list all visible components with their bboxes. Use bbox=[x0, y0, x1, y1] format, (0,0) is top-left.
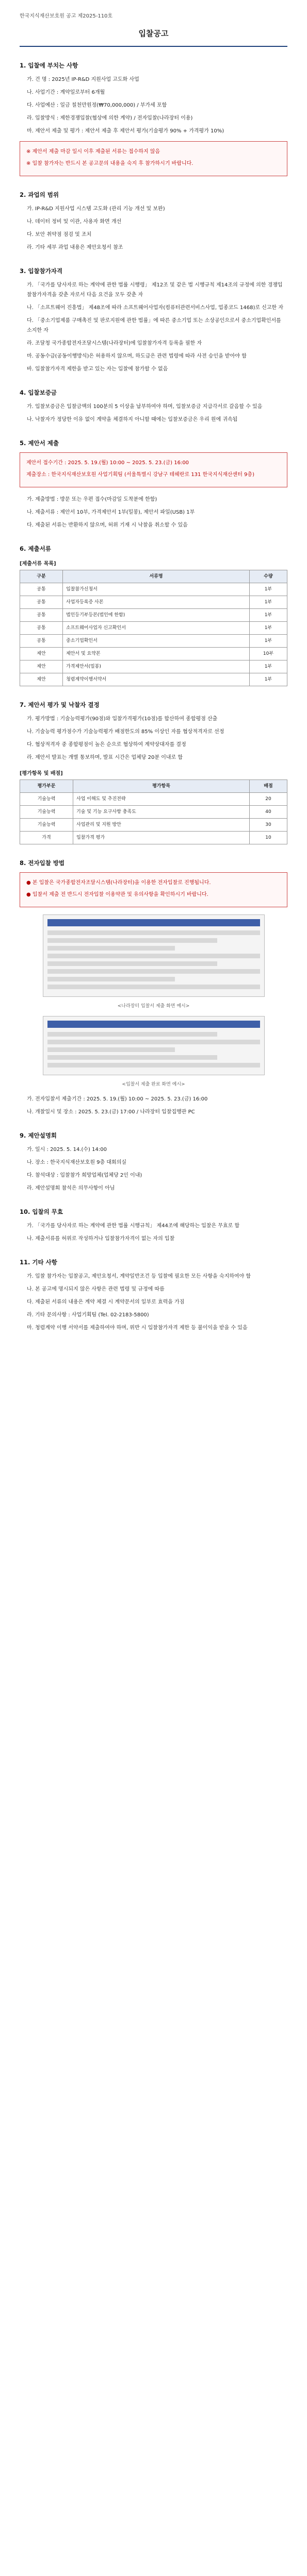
section-9 bbox=[20, 1131, 287, 1193]
table-cell: 공통 bbox=[20, 596, 63, 609]
section-8 bbox=[20, 859, 287, 1117]
table-cell: 공통 bbox=[20, 583, 63, 596]
table-cell: 10부 bbox=[250, 648, 287, 660]
screenshot-header-bar bbox=[47, 919, 260, 926]
section-line: 나. 본 공고에 명시되지 않은 사항은 관련 법령 및 규정에 따름 bbox=[27, 1286, 165, 1292]
table-row bbox=[20, 819, 287, 832]
table-cell: 사업관리 및 지원 방안 bbox=[73, 819, 250, 832]
table-cell: 기술능력 bbox=[20, 819, 73, 832]
table-header: 서류명 bbox=[63, 570, 250, 583]
section-line: 가. 평가방법 : 기술능력평가(90점)와 입찰가격평가(10점)를 합산하여 종합평점 산출 bbox=[27, 716, 218, 722]
section-line: 나. 낙찰자가 정당한 이유 없이 계약을 체결하지 아니할 때에는 입찰보증금은 우리 원에 귀속됨 bbox=[27, 417, 238, 422]
section-5 bbox=[20, 439, 287, 530]
table-cell: 입찰가격 평가 bbox=[73, 832, 250, 844]
screenshot-row bbox=[47, 954, 260, 958]
table-cell: 1부 bbox=[250, 660, 287, 673]
table-cell: 10 bbox=[250, 832, 287, 844]
notice-box bbox=[20, 141, 287, 176]
table-cell: 1부 bbox=[250, 673, 287, 686]
table-header: 구분 bbox=[20, 570, 63, 583]
section-line: 라. 제안설명회 참석은 의무사항이 아님 bbox=[27, 1185, 115, 1191]
table-cell: 청렴계약이행서약서 bbox=[63, 673, 250, 686]
table-title: [제출서류 목록] bbox=[20, 561, 56, 567]
table-cell: 사업자등록증 사본 bbox=[63, 596, 250, 609]
section-line: 가. 입찰 참가자는 입찰공고, 제안요청서, 계약일반조건 등 입찰에 필요한 모든 사항을 숙지하여야 함 bbox=[27, 1274, 251, 1279]
submission-place: 제출장소 : 한국지식재산보호원 사업기획팀 (서울특별시 강남구 테헤란로 131 한국지식재산센터 9층) bbox=[26, 472, 254, 478]
table-cell: 1부 bbox=[250, 622, 287, 635]
table-cell: 중소기업확인서 bbox=[63, 635, 250, 648]
section-line: 나. 기술능력 평가점수가 기술능력평가 배점한도의 85% 이상인 자를 협상적격자로 선정 bbox=[27, 729, 224, 735]
section-4 bbox=[20, 388, 287, 425]
section-line: 가. IP-R&D 지원사업 시스템 고도화 (관리 기능 개선 및 보완) bbox=[27, 206, 165, 212]
section-line: 다. 「중소기업제품 구매촉진 및 판로지원에 관한 법률」에 따른 중소기업 또는 소상공인으로서 중소기업확인서를 소지한 자 bbox=[27, 318, 281, 333]
section-line: 가. 제출방법 : 방문 또는 우편 접수(마감일 도착분에 한함) bbox=[27, 497, 157, 502]
screenshot-row bbox=[47, 1032, 218, 1037]
section-line: 가. 건 명 : 2025년 IP-R&D 지원사업 고도화 사업 bbox=[27, 77, 139, 82]
section-line: 마. 청렴계약 이행 서약서를 제출하여야 하며, 위반 시 입찰참가자격 제한 등 불이익을 받을 수 있음 bbox=[27, 1325, 248, 1331]
section-line: 가. 전자입찰서 제출기간 : 2025. 5. 19.(월) 10:00 ~ 2025. 5. 23.(금) 16:00 bbox=[27, 1096, 208, 1102]
screenshot-example-2 bbox=[43, 1016, 265, 1075]
table-cell: 사업 이해도 및 추진전략 bbox=[73, 793, 250, 806]
screenshot-row bbox=[47, 977, 175, 981]
table-cell: 1부 bbox=[250, 609, 287, 622]
table-cell: 법인등기부등본(법인에 한함) bbox=[63, 609, 250, 622]
section-line: 다. 제출된 서류의 내용은 계약 체결 시 계약문서의 일부로 효력을 가짐 bbox=[27, 1299, 185, 1305]
section-line: 나. 데이터 정비 및 이관, 사용자 화면 개선 bbox=[27, 219, 122, 225]
table-cell: 제안 bbox=[20, 648, 63, 660]
table-cell: 공통 bbox=[20, 635, 63, 648]
screenshot-row bbox=[47, 930, 260, 935]
section-line: 다. 사업예산 : 일금 칠천만원정(₩70,000,000) / 부가세 포함 bbox=[27, 103, 167, 108]
section-line: 다. 참석대상 : 입찰참가 희망업체(업체당 2인 이내) bbox=[27, 1173, 142, 1178]
section-heading: 6. 제출서류 bbox=[20, 545, 51, 552]
screenshot-row bbox=[47, 985, 260, 989]
section-line: 나. 제출서류 : 제안서 10부, 가격제안서 1부(밀봉), 제안서 파일(USB) 1부 bbox=[27, 510, 195, 515]
table-row bbox=[20, 596, 287, 609]
section-heading: 9. 제안설명회 bbox=[20, 1132, 57, 1139]
screenshot-caption: <입찰서 제출 완료 화면 예시> bbox=[122, 1082, 185, 1087]
section-1 bbox=[20, 61, 287, 176]
section-3 bbox=[20, 267, 287, 374]
table-row bbox=[20, 648, 287, 660]
table-header-row bbox=[20, 570, 287, 583]
table-cell: 기술 및 기능 요구사항 충족도 bbox=[73, 806, 250, 819]
section-line: 라. 입찰방식 : 제한경쟁입찰(협상에 의한 계약) / 전자입찰(나라장터 이용) bbox=[27, 115, 193, 121]
table-cell: 기술능력 bbox=[20, 806, 73, 819]
table-title: [평가항목 및 배점] bbox=[20, 771, 63, 776]
table-cell: 공통 bbox=[20, 609, 63, 622]
table-row bbox=[20, 793, 287, 806]
table-header: 평가항목 bbox=[73, 780, 250, 793]
screenshot-row bbox=[47, 946, 175, 951]
table-cell: 30 bbox=[250, 819, 287, 832]
section-line: 다. 협상적격자 중 종합평점이 높은 순으로 협상하여 계약상대자를 결정 bbox=[27, 742, 186, 748]
section-line: 다. 보안 취약점 점검 및 조치 bbox=[27, 232, 92, 238]
section-line: 라. 조달청 국가종합전자조달시스템(나라장터)에 입찰참가자격 등록을 필한 자 bbox=[27, 341, 202, 346]
table-cell: 제안서 및 요약본 bbox=[63, 648, 250, 660]
notice-number: 한국지식재산보호원 공고 제2025-110호 bbox=[20, 13, 113, 19]
section-line: 가. 입찰보증금은 입찰금액의 100분의 5 이상을 납부하여야 하며, 입찰보증금 지급각서로 갈음할 수 있음 bbox=[27, 404, 263, 410]
section-line: 라. 기타 문의사항 : 사업기획팀 (Tel. 02-2183-5800) bbox=[27, 1312, 149, 1318]
section-heading: 5. 제안서 제출 bbox=[20, 439, 59, 447]
table-header: 평가부문 bbox=[20, 780, 73, 793]
table-cell: 제안 bbox=[20, 660, 63, 673]
section-2 bbox=[20, 191, 287, 252]
table-cell: 1부 bbox=[250, 596, 287, 609]
section-line: 바. 입찰참가자격 제한을 받고 있는 자는 입찰에 참가할 수 없음 bbox=[27, 366, 168, 372]
table-row bbox=[20, 673, 287, 686]
section-line: 마. 제안서 제출 및 평가 : 제안서 제출 후 제안서 평가(기술평가 90% + 가격평가 10%) bbox=[27, 128, 224, 134]
section-line: 나. 「소프트웨어 진흥법」 제48조에 따라 소프트웨어사업자(컴퓨터관련서비스사업, 업종코드 1468)로 신고한 자 bbox=[27, 305, 284, 311]
table-cell: 가격제안서(밀봉) bbox=[63, 660, 250, 673]
table-row bbox=[20, 806, 287, 819]
table-cell: 제안 bbox=[20, 673, 63, 686]
section-line: 다. 제출된 서류는 반환하지 않으며, 허위 기재 시 낙찰을 취소할 수 있음 bbox=[27, 522, 188, 528]
section-11 bbox=[20, 1258, 287, 1333]
table-cell: 1부 bbox=[250, 635, 287, 648]
table-row bbox=[20, 660, 287, 673]
screenshot-example-1 bbox=[43, 914, 265, 997]
section-heading: 1. 입찰에 부치는 사항 bbox=[20, 62, 78, 69]
submission-box bbox=[20, 452, 287, 487]
submission-period: 제안서 접수기간 : 2025. 5. 19.(월) 10:00 ~ 2025. 5. 23.(금) 16:00 bbox=[26, 460, 189, 466]
table-cell: 가격 bbox=[20, 832, 73, 844]
section-line: 나. 제출서류를 허위로 작성하거나 입찰참가자격이 없는 자의 입찰 bbox=[27, 1236, 175, 1242]
notice-line: ● 입찰서 제출 전 반드시 전자입찰 이용약관 및 유의사항을 확인하시기 바랍니다. bbox=[26, 892, 208, 897]
screenshot-row bbox=[47, 1047, 175, 1052]
table-cell: 공통 bbox=[20, 622, 63, 635]
section-heading: 2. 과업의 범위 bbox=[20, 191, 59, 198]
section-heading: 4. 입찰보증금 bbox=[20, 389, 57, 396]
evaluation-table bbox=[20, 779, 287, 844]
screenshot-caption: <나라장터 입찰서 제출 화면 예시> bbox=[117, 1004, 190, 1009]
screenshot-row bbox=[47, 1055, 218, 1060]
table-header: 배점 bbox=[250, 780, 287, 793]
table-row bbox=[20, 583, 287, 596]
table-cell: 기술능력 bbox=[20, 793, 73, 806]
screenshot-row bbox=[47, 938, 218, 943]
table-cell: 입찰참가신청서 bbox=[63, 583, 250, 596]
section-line: 마. 공동수급(공동이행방식)은 허용하지 않으며, 하도급은 관련 법령에 따라 사전 승인을 받아야 함 bbox=[27, 353, 247, 359]
section-6 bbox=[20, 545, 287, 686]
section-10 bbox=[20, 1208, 287, 1244]
notice-line: ※ 입찰 참가자는 반드시 본 공고문의 내용을 숙지 후 참가하시기 바랍니다. bbox=[26, 161, 193, 166]
section-line: 라. 기타 세부 과업 내용은 제안요청서 참조 bbox=[27, 245, 123, 250]
section-7 bbox=[20, 701, 287, 844]
screenshot-row bbox=[47, 1040, 260, 1044]
table-row bbox=[20, 609, 287, 622]
screenshot-row bbox=[47, 969, 260, 974]
section-heading: 11. 기타 사항 bbox=[20, 1259, 57, 1266]
section-line: 나. 사업기간 : 계약일로부터 6개월 bbox=[27, 90, 105, 95]
section-heading: 7. 제안서 평가 및 낙찰자 결정 bbox=[20, 701, 100, 708]
table-cell: 20 bbox=[250, 793, 287, 806]
section-line: 나. 개찰일시 및 장소 : 2025. 5. 23.(금) 17:00 / 나라장터 입찰집행관 PC bbox=[27, 1109, 195, 1115]
screenshot-header-bar bbox=[47, 1021, 260, 1028]
page-title: 입찰공고 bbox=[20, 0, 287, 47]
screenshot-row bbox=[47, 1063, 260, 1067]
notice-line: ● 본 입찰은 국가종합전자조달시스템(나라장터)을 이용한 전자입찰로 진행됩니다. bbox=[26, 880, 211, 886]
table-cell: 1부 bbox=[250, 583, 287, 596]
table-row bbox=[20, 622, 287, 635]
notice-line: ※ 제안서 제출 마감 일시 이후 제출된 서류는 접수하지 않음 bbox=[26, 149, 160, 155]
table-row bbox=[20, 635, 287, 648]
screenshot-row bbox=[47, 961, 218, 966]
section-heading: 3. 입찰참가자격 bbox=[20, 267, 63, 275]
section-line: 나. 장소 : 한국지식재산보호원 9층 대회의실 bbox=[27, 1160, 127, 1165]
e-bid-notice-box bbox=[20, 872, 287, 907]
section-line: 라. 제안서 발표는 개별 통보하며, 발표 시간은 업체당 20분 이내로 함 bbox=[27, 755, 183, 760]
section-line: 가. 「국가를 당사자로 하는 계약에 관한 법률 시행규칙」 제44조에 해당하는 입찰은 무효로 함 bbox=[27, 1223, 240, 1229]
section-line: 가. 일시 : 2025. 5. 14.(수) 14:00 bbox=[27, 1147, 107, 1153]
section-heading: 8. 전자입찰 방법 bbox=[20, 859, 65, 867]
section-heading: 10. 입찰의 무효 bbox=[20, 1208, 63, 1215]
table-header-row bbox=[20, 780, 287, 793]
documents-table bbox=[20, 570, 287, 686]
table-cell: 40 bbox=[250, 806, 287, 819]
table-row bbox=[20, 832, 287, 844]
table-header: 수량 bbox=[250, 570, 287, 583]
table-cell: 소프트웨어사업자 신고확인서 bbox=[63, 622, 250, 635]
section-line: 가. 「국가를 당사자로 하는 계약에 관한 법률 시행령」 제12조 및 같은 법 시행규칙 제14조의 규정에 의한 경쟁입찰참가자격을 갖춘 자로서 다음 요건을 모두 갖춘 자 bbox=[27, 282, 283, 298]
